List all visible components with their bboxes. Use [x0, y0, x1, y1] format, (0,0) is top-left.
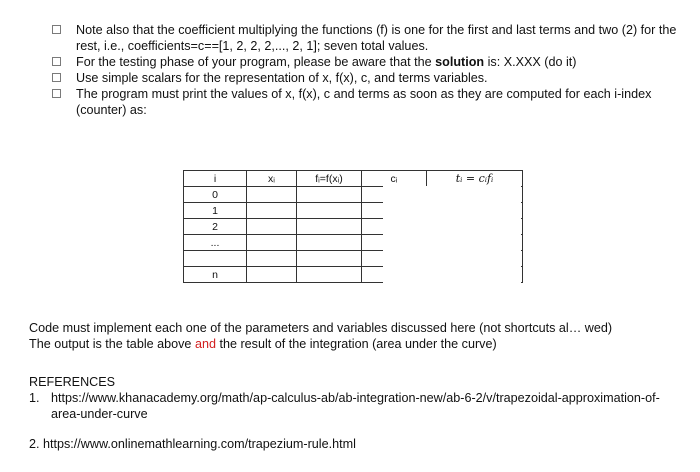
note-text: Code must implement each one of the parameters and variables discussed here (not shortcuts al… wed): [29, 321, 613, 335]
table-cell: [297, 187, 362, 203]
header-t: tᵢ = cᵢfᵢ: [427, 171, 523, 187]
table-cell: [297, 235, 362, 251]
reference-number: 1.: [29, 391, 40, 405]
header-x: xᵢ: [247, 171, 297, 187]
output-paragraph: [29, 336, 497, 352]
references-section: [29, 374, 689, 452]
output-text-post: the result of the integration (area under the curve): [215, 337, 497, 351]
reference-item-1: [29, 390, 689, 422]
table-cell: [247, 219, 297, 235]
bullet-item: [52, 22, 682, 54]
note-paragraph: [29, 320, 612, 336]
bullet-list: [52, 22, 682, 118]
checkbox-icon: [52, 25, 61, 34]
header-i: i: [184, 171, 247, 187]
bullet-item: [52, 86, 682, 118]
table-cell: [247, 251, 297, 267]
table-cell: [184, 251, 247, 267]
table-cell: [297, 203, 362, 219]
reference-link-2[interactable]: 2. https://www.onlinemathlearning.com/trapezium-rule.html: [29, 437, 356, 451]
table-cell: [297, 219, 362, 235]
redaction-overlay: [383, 186, 521, 296]
checkbox-icon: [52, 73, 61, 82]
table-cell: [297, 267, 362, 283]
checkbox-icon: [52, 57, 61, 66]
table-cell: 2: [184, 219, 247, 235]
table-cell: 1: [184, 203, 247, 219]
output-text-red: and: [194, 337, 216, 351]
bullet-text: Use simple scalars for the representation of x, f(x), c, and terms variables.: [76, 71, 488, 85]
header-c: cᵢ: [362, 171, 427, 187]
table-cell: [247, 187, 297, 203]
bullet-text-post: is: X.XXX (do it): [484, 55, 577, 69]
bullet-text: Note also that the coefficient multiplying the functions (f) is one for the first and last terms and two (2) for the rest, i.e., coefficients=c==[1, 2, 2, 2,..., 2, 1]; seven total values.: [76, 23, 677, 53]
output-text-pre: The output is the table above: [29, 337, 195, 351]
table-cell: ...: [184, 235, 247, 251]
table-cell: [247, 203, 297, 219]
checkbox-icon: [52, 89, 61, 98]
header-f: fᵢ=f(xᵢ): [297, 171, 362, 187]
table-cell: n: [184, 267, 247, 283]
table-header-row: [184, 171, 523, 187]
bullet-text-pre: For the testing phase of your program, please be aware that the: [76, 55, 436, 69]
bullet-item: [52, 54, 682, 70]
table-cell: [247, 235, 297, 251]
bullet-text-bold: solution: [435, 55, 485, 69]
references-heading: REFERENCES: [29, 375, 116, 389]
reference-link-1[interactable]: https://www.khanacademy.org/math/ap-calculus-ab/ab-integration-new/ab-6-2/v/trapezoidal-approximation-of-area-under-curve: [51, 391, 660, 421]
bullet-item: [52, 70, 682, 86]
table-cell: [247, 267, 297, 283]
bullet-text: The program must print the values of x, f(x), c and terms as soon as they are computed for each i-index (counter) as:: [76, 87, 652, 117]
table-cell: 0: [184, 187, 247, 203]
table-cell: [297, 251, 362, 267]
